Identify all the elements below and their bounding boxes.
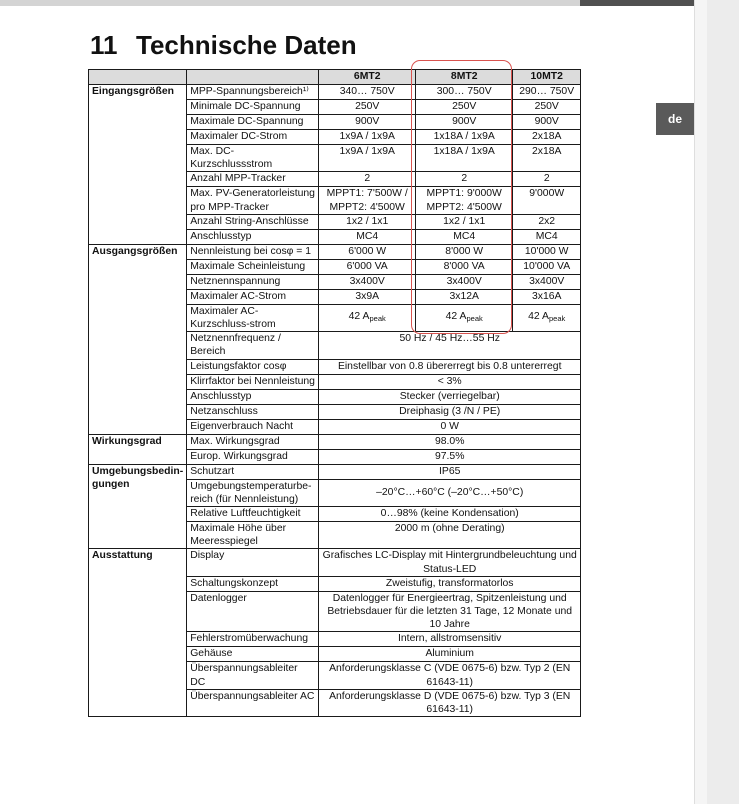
cell-value: 8'000 VA: [416, 259, 513, 274]
cell-value: 340… 750V: [319, 85, 416, 100]
cell-value: 3x400V: [319, 274, 416, 289]
cell-value: 10'000 VA: [513, 259, 581, 274]
cell-value: 900V: [513, 115, 581, 130]
table-row: [89, 549, 581, 576]
cell-value: Datenlogger für Energieertrag, Spitzenleistung und Betriebsdauer für die letzten 31 Tage, 12 Monate und 10 Jahre: [319, 591, 581, 632]
row-label: Gehäuse: [187, 647, 319, 662]
cell-value: 9'000W: [513, 187, 581, 214]
cell-value: 2000 m (ohne Derating): [319, 522, 581, 549]
cell-value: Einstellbar von 0.8 übererregt bis 0.8 untererregt: [319, 359, 581, 374]
row-label: Netzanschluss: [187, 404, 319, 419]
table-row: [89, 434, 581, 449]
section-title: [90, 30, 357, 61]
cell-value: Aluminium: [319, 647, 581, 662]
cell-value: 250V: [319, 100, 416, 115]
category-equipment: Ausstattung: [89, 549, 187, 717]
row-label: Umgebungstemperaturbe-reich (für Nennleistung): [187, 479, 319, 506]
cell-value: 42 $A_{peak}$: [319, 304, 416, 331]
row-label: Eigenverbrauch Nacht: [187, 419, 319, 434]
cell-value: Anforderungsklasse C (VDE 0675-6) bzw. Typ 2 (EN 61643-11): [319, 662, 581, 689]
row-label: Maximaler DC-Strom: [187, 130, 319, 145]
cell-value: MPPT1: 7'500W / MPPT2: 4'500W: [319, 187, 416, 214]
cell-value: 3x12A: [416, 289, 513, 304]
category-input: Eingangsgrößen: [89, 85, 187, 245]
cell-value: 10'000 W: [513, 244, 581, 259]
cell-value: 2: [319, 172, 416, 187]
cell-value: < 3%: [319, 374, 581, 389]
col-header-8mt2: 8MT2: [416, 70, 513, 85]
row-label: Überspannungsableiter AC: [187, 689, 319, 716]
row-label: Max. Wirkungsgrad: [187, 434, 319, 449]
cell-value: 2: [416, 172, 513, 187]
row-label: Nennleistung bei cosφ = 1: [187, 244, 319, 259]
row-label: Leistungsfaktor cosφ: [187, 359, 319, 374]
cell-value: Dreiphasig (3 /N / PE): [319, 404, 581, 419]
page-gutter: [694, 0, 707, 804]
row-label: Anzahl MPP-Tracker: [187, 172, 319, 187]
cell-value: MC4: [319, 229, 416, 244]
language-tab[interactable]: de: [656, 103, 694, 135]
cell-value: 0…98% (keine Kondensation): [319, 507, 581, 522]
cell-value: 1x18A / 1x9A: [416, 130, 513, 145]
top-rule-accent: [580, 0, 694, 6]
row-label: Klirrfaktor bei Nennleistung: [187, 374, 319, 389]
row-label: Anschlusstyp: [187, 389, 319, 404]
col-header-6mt2: 6MT2: [319, 70, 416, 85]
table-row: [89, 464, 581, 479]
cell-value: 2: [513, 172, 581, 187]
cell-value: –20°C…+60°C (–20°C…+50°C): [319, 479, 581, 506]
row-label: Maximaler AC-Kurzschluss-strom: [187, 304, 319, 331]
cell-value: MPPT1: 9'000W MPPT2: 4'500W: [416, 187, 513, 214]
cell-value: 1x2 / 1x1: [319, 214, 416, 229]
cell-value: 1x9A / 1x9A: [319, 130, 416, 145]
col-header-10mt2: 10MT2: [513, 70, 581, 85]
cell-value: 1x2 / 1x1: [416, 214, 513, 229]
row-label: Europ. Wirkungsgrad: [187, 449, 319, 464]
category-output: Ausgangsgrößen: [89, 244, 187, 434]
row-label: Maximale Höhe über Meeresspiegel: [187, 522, 319, 549]
cell-value: 6'000 VA: [319, 259, 416, 274]
cell-value: 290… 750V: [513, 85, 581, 100]
cell-value: 2x2: [513, 214, 581, 229]
cell-value: 1x9A / 1x9A: [319, 145, 416, 172]
cell-value: Stecker (verriegelbar): [319, 389, 581, 404]
row-label: Max. DC-Kurzschlussstrom: [187, 145, 319, 172]
row-label: Maximaler AC-Strom: [187, 289, 319, 304]
category-environment: Umgebungsbedin-gungen: [89, 464, 187, 549]
cell-value: 42 $A_{peak}$: [416, 304, 513, 331]
cell-value: 8'000 W: [416, 244, 513, 259]
table-header-row: [89, 70, 581, 85]
row-label: Display: [187, 549, 319, 576]
row-label: Minimale DC-Spannung: [187, 100, 319, 115]
cell-value: 50 Hz / 45 Hz…55 Hz: [319, 332, 581, 359]
cell-value: 900V: [416, 115, 513, 130]
section-title-text: Technische Daten: [136, 30, 357, 60]
spec-table: [88, 69, 581, 717]
section-number: 11: [90, 30, 118, 60]
cell-value: Grafisches LC-Display mit Hintergrundbeleuchtung und Status-LED: [319, 549, 581, 576]
cell-value: IP65: [319, 464, 581, 479]
cell-value: 98.0%: [319, 434, 581, 449]
table-row: [89, 244, 581, 259]
row-label: Maximale DC-Spannung: [187, 115, 319, 130]
cell-value: 1x18A / 1x9A: [416, 145, 513, 172]
table-row: [89, 85, 581, 100]
category-efficiency: Wirkungsgrad: [89, 434, 187, 464]
row-label: Netznennspannung: [187, 274, 319, 289]
row-label: Schutzart: [187, 464, 319, 479]
cell-value: 6'000 W: [319, 244, 416, 259]
cell-value: 2x18A: [513, 145, 581, 172]
row-label: Überspannungsableiter DC: [187, 662, 319, 689]
cell-value: 900V: [319, 115, 416, 130]
row-label: Relative Luftfeuchtigkeit: [187, 507, 319, 522]
cell-value: MC4: [416, 229, 513, 244]
cell-value: 250V: [513, 100, 581, 115]
cell-value: 2x18A: [513, 130, 581, 145]
cell-value: Anforderungsklasse D (VDE 0675-6) bzw. Typ 3 (EN 61643-11): [319, 689, 581, 716]
row-label: Datenlogger: [187, 591, 319, 632]
row-label: Schaltungskonzept: [187, 576, 319, 591]
cell-value: Intern, allstromsensitiv: [319, 632, 581, 647]
row-label: Anzahl String-Anschlüsse: [187, 214, 319, 229]
cell-value: Zweistufig, transformatorlos: [319, 576, 581, 591]
cell-value: 97.5%: [319, 449, 581, 464]
row-label: Netznennfrequenz / Bereich: [187, 332, 319, 359]
cell-value: 3x9A: [319, 289, 416, 304]
cell-value: 42 $A_{peak}$: [513, 304, 581, 331]
cell-value: 250V: [416, 100, 513, 115]
row-label: Maximale Scheinleistung: [187, 259, 319, 274]
cell-value: 3x16A: [513, 289, 581, 304]
cell-value: 3x400V: [513, 274, 581, 289]
row-label: Max. PV-Generatorleistung pro MPP-Tracker: [187, 187, 319, 214]
cell-value: MC4: [513, 229, 581, 244]
row-label: Anschlusstyp: [187, 229, 319, 244]
cell-value: 300… 750V: [416, 85, 513, 100]
row-label: Fehlerstromüberwachung: [187, 632, 319, 647]
cell-value: 0 W: [319, 419, 581, 434]
row-label: MPP-Spannungsbereich¹⁾: [187, 85, 319, 100]
cell-value: 3x400V: [416, 274, 513, 289]
